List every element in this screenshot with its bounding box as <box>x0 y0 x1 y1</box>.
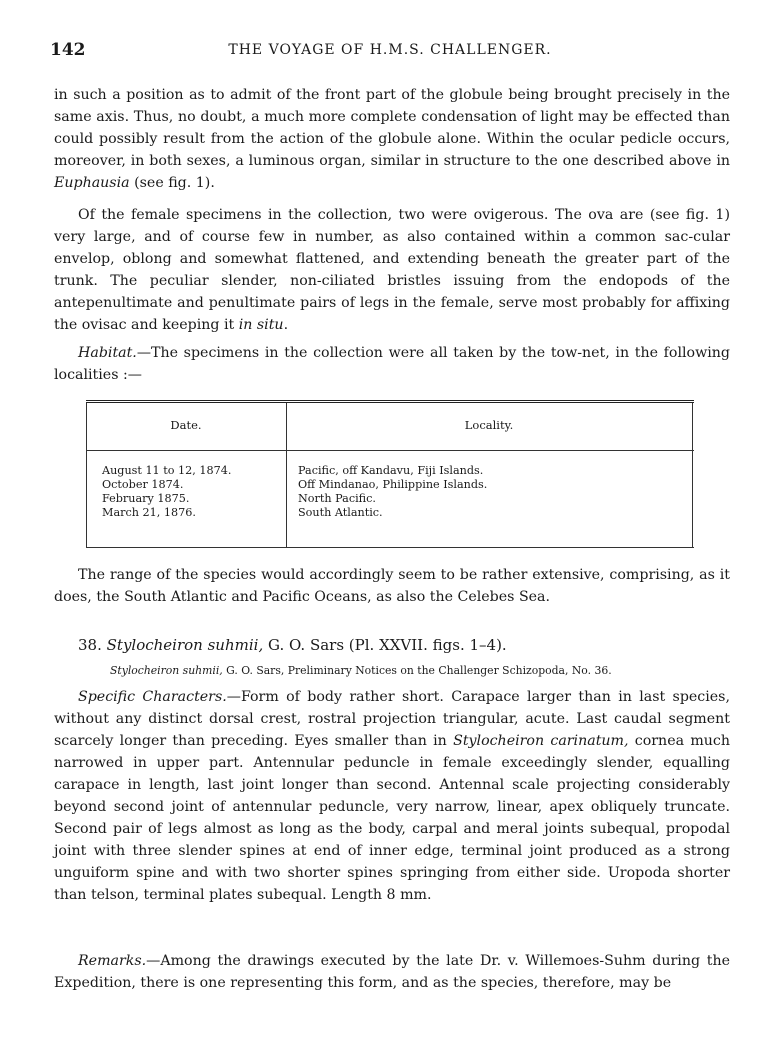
table-top-rule <box>86 400 694 406</box>
species-ref-name: Stylocheiron suhmii, <box>110 664 223 677</box>
specific-characters-lead: Specific Characters. <box>78 689 227 705</box>
page-header <box>50 40 730 64</box>
date-cell: October 1874. <box>102 478 184 491</box>
specific-characters-paragraph <box>54 686 730 906</box>
habitat-text: —The specimens in the collection were all taken by the tow-net, in the following localities :— <box>54 345 730 383</box>
paragraph-female-end: . <box>283 317 289 333</box>
page-number: 142 <box>50 40 86 60</box>
remarks-lead: Remarks. <box>78 953 147 969</box>
table-header-locality: Locality. <box>464 418 514 432</box>
date-cell: March 21, 1876. <box>102 506 196 519</box>
table-header-rule <box>86 450 694 451</box>
remarks-text: —Among the drawings executed by the late Dr. v. Willemoes-Suhm during the Expedition, there is one representing this form, and as the species, therefore, may be <box>54 953 730 991</box>
specific-text-2: cornea much narrowed in upper part. Antennular peduncle in female exceedingly slender, equalling carapace in length, last joint longer than second. Antennal scale projecting considerably beyond second joint of antennular peduncle, very narrow, linear, apex obliquely truncate. Second pair of legs almost as long as the body, carpal and meral joints subequal, propodal joint with three slender spines at end of inner edge, terminal joint produced as a strong unguiform spine and with two shorter spines springing from either side. Uropoda shorter than telson, terminal plates subequal. Length 8 mm. <box>54 733 731 903</box>
running-title: THE VOYAGE OF H.M.S. CHALLENGER. <box>228 42 552 58</box>
locality-cell: North Pacific. <box>298 492 376 505</box>
species-heading <box>78 636 507 654</box>
table-bottom-rule <box>86 547 694 548</box>
remarks-paragraph <box>54 950 730 994</box>
date-cell: February 1875. <box>102 492 190 505</box>
table-right-rule <box>692 403 693 547</box>
habitat-lead: Habitat. <box>78 345 137 361</box>
localities-table <box>86 400 694 550</box>
paragraph-optics-text: in such a position as to admit of the front part of the globule being brought precisely in the same axis. Thus, no doubt, a much more complete condensation of light may be effected than could possibly result from the action of the globule alone. Within the ocular pedicle occurs, moreover, in both sexes, a luminous organ, similar in structure to the one described above in <box>54 87 730 169</box>
table-header-date: Date. <box>170 418 202 432</box>
paragraph-optics <box>54 84 730 194</box>
locality-cell: Off Mindanao, Philippine Islands. <box>298 478 488 491</box>
genus-euphausia: Euphausia <box>54 175 130 191</box>
species-reference <box>110 664 612 677</box>
species-authority: G. O. Sars (Pl. XXVII. figs. 1–4). <box>268 636 507 654</box>
species-number: 38. <box>78 636 102 654</box>
stylocheiron-carinatum: Stylocheiron carinatum, <box>453 733 629 749</box>
locality-cell: Pacific, off Kandavu, Fiji Islands. <box>298 464 484 477</box>
specific-text-1: —Form of body rather short. Carapace larger than in last species, without any distinct dorsal crest, rostral projection triangular, acute. Last caudal segment scarcely longer than preceding. Eyes smaller than in <box>54 689 730 749</box>
date-column <box>102 464 231 520</box>
locality-cell: South Atlantic. <box>298 506 383 519</box>
species-ref-text: G. O. Sars, Preliminary Notices on the Challenger Schizopoda, No. 36. <box>226 664 612 677</box>
species-name: Stylocheiron suhmii, <box>106 636 264 654</box>
locality-column <box>298 464 487 520</box>
in-situ-italic: in situ <box>238 317 284 333</box>
paragraph-female-text: Of the female specimens in the collection, two were ovigerous. The ova are (see fig. 1) very large, and of course few in number, as also contained within a common sac-cular envelop, oblong and somewhat flattened, and extending beneath the greater part of the trunk. The peculiar slender, non-ciliated bristles issuing from the endopods of the antepenultimate and penultimate pairs of legs in the female, serve most probably for affixing the ovisac and keeping it <box>54 207 730 333</box>
paragraph-optics-end: (see fig. 1). <box>129 175 215 191</box>
range-paragraph: The range of the species would accordingly seem to be rather extensive, comprising, as it does, the South Atlantic and Pacific Oceans, as also the Celebes Sea. <box>54 567 730 605</box>
habitat-paragraph <box>54 342 730 386</box>
paragraph-female-specimens <box>54 204 730 336</box>
date-cell: August 11 to 12, 1874. <box>102 464 232 477</box>
